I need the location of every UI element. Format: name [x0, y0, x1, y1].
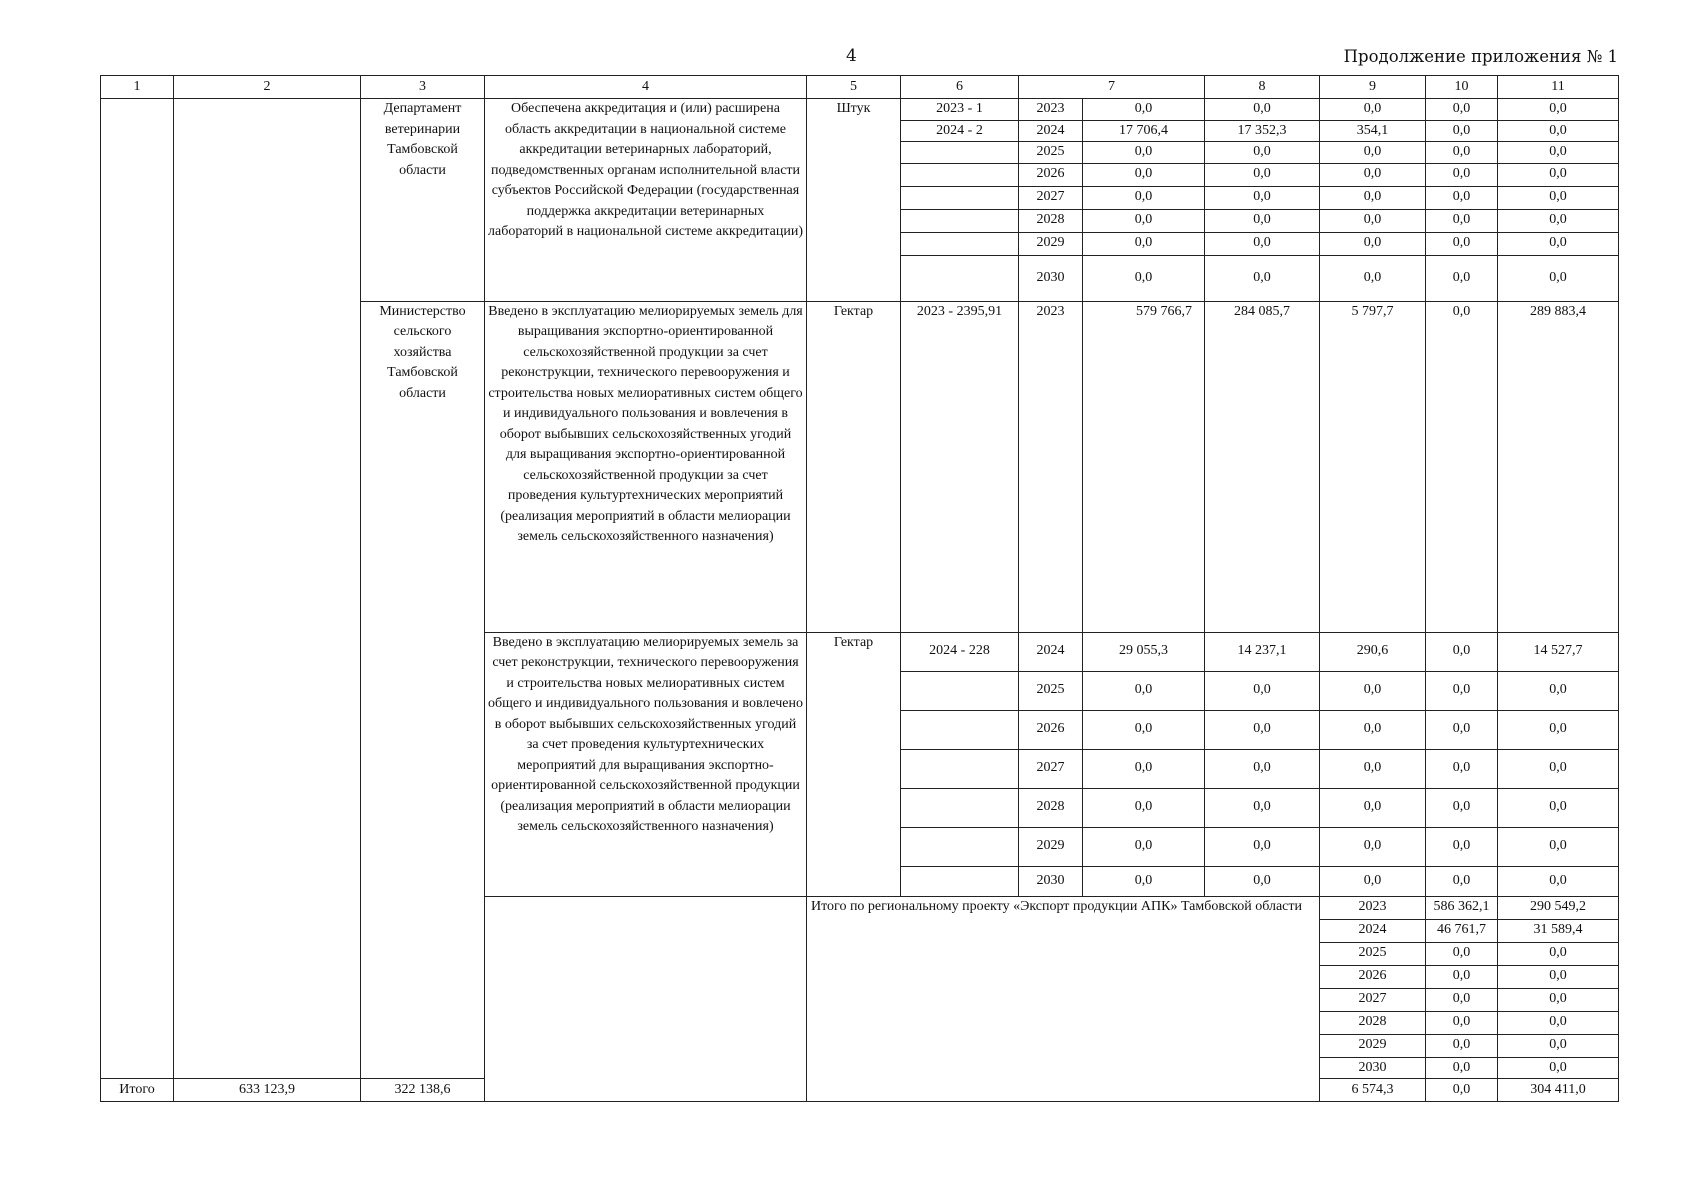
value-cell: 0,0 — [1498, 120, 1619, 142]
year-cell: 2029 — [1019, 827, 1083, 866]
column-header: 5 — [807, 76, 901, 99]
value-cell: 290,6 — [1320, 632, 1426, 671]
value-cell: 0,0 — [1426, 710, 1498, 749]
value-cell: 0,0 — [1426, 1079, 1498, 1102]
year-cell: 2030 — [1320, 1057, 1426, 1079]
value-cell: 0,0 — [1426, 827, 1498, 866]
value-cell: 0,0 — [1083, 163, 1205, 186]
table-row — [101, 99, 1619, 121]
target-cell — [901, 788, 1019, 827]
value-cell: 0,0 — [1498, 163, 1619, 186]
value-cell: 633 123,9 — [174, 1079, 361, 1102]
value-cell: 17 352,3 — [1205, 120, 1320, 142]
value-cell: 0,0 — [1498, 232, 1619, 255]
value-cell: 290 549,2 — [1498, 896, 1619, 919]
value-cell: 0,0 — [1205, 827, 1320, 866]
unit-cell: Гектар — [807, 301, 901, 632]
cell-col1 — [485, 896, 807, 1102]
table-body — [101, 76, 1619, 1102]
value-cell: 0,0 — [1498, 827, 1619, 866]
column-header: 7 — [1019, 76, 1205, 99]
value-cell: 0,0 — [1498, 866, 1619, 896]
value-cell: 0,0 — [1426, 186, 1498, 209]
target-cell: 2024 - 2 — [901, 120, 1019, 142]
value-cell: 0,0 — [1426, 1011, 1498, 1034]
column-header: 2 — [174, 76, 361, 99]
column-number-row — [101, 76, 1619, 99]
year-cell: 2028 — [1019, 788, 1083, 827]
value-cell: 0,0 — [1083, 788, 1205, 827]
value-cell: 0,0 — [1498, 99, 1619, 121]
target-cell — [901, 209, 1019, 232]
year-cell: 2025 — [1019, 671, 1083, 710]
column-header: 9 — [1320, 76, 1426, 99]
value-cell: 304 411,0 — [1498, 1079, 1619, 1102]
value-cell: 0,0 — [1498, 988, 1619, 1011]
unit-cell: Гектар — [807, 632, 901, 896]
column-header: 11 — [1498, 76, 1619, 99]
value-cell: 0,0 — [1320, 209, 1426, 232]
value-cell: 0,0 — [1205, 710, 1320, 749]
value-cell: 289 883,4 — [1498, 301, 1619, 632]
value-cell: 0,0 — [1205, 255, 1320, 301]
column-header: 1 — [101, 76, 174, 99]
target-cell — [901, 749, 1019, 788]
target-cell — [901, 671, 1019, 710]
year-cell: 2024 — [1019, 120, 1083, 142]
value-cell: 0,0 — [1320, 186, 1426, 209]
value-cell: 0,0 — [1083, 142, 1205, 164]
year-cell: 2029 — [1320, 1034, 1426, 1057]
cell-col1 — [101, 99, 174, 1079]
value-cell: 0,0 — [1426, 163, 1498, 186]
value-cell: 322 138,6 — [361, 1079, 485, 1102]
value-cell: 0,0 — [1426, 942, 1498, 965]
year-cell: 2023 — [1019, 301, 1083, 632]
year-cell: 2026 — [1019, 710, 1083, 749]
value-cell: 579 766,7 — [1083, 301, 1205, 632]
value-cell: 0,0 — [1426, 301, 1498, 632]
column-header: 8 — [1205, 76, 1320, 99]
value-cell: 0,0 — [1083, 671, 1205, 710]
value-cell: 14 527,7 — [1498, 632, 1619, 671]
value-cell: 0,0 — [1426, 209, 1498, 232]
value-cell: 0,0 — [1426, 866, 1498, 896]
year-cell: 2030 — [1019, 255, 1083, 301]
value-cell: 0,0 — [1320, 827, 1426, 866]
value-cell: 0,0 — [1205, 99, 1320, 121]
value-cell: 0,0 — [1205, 209, 1320, 232]
value-cell: 0,0 — [1498, 942, 1619, 965]
value-cell: 0,0 — [1205, 163, 1320, 186]
appendix-continuation-title: Продолжение приложения № 1 — [1343, 47, 1618, 66]
value-cell: 0,0 — [1426, 255, 1498, 301]
value-cell: 0,0 — [1320, 163, 1426, 186]
value-cell: 0,0 — [1498, 255, 1619, 301]
value-cell: 0,0 — [1083, 99, 1205, 121]
target-cell — [901, 255, 1019, 301]
value-cell: 0,0 — [1426, 671, 1498, 710]
value-cell: 0,0 — [1205, 866, 1320, 896]
value-cell: 0,0 — [1426, 965, 1498, 988]
year-cell: 2027 — [1320, 988, 1426, 1011]
value-cell: 0,0 — [1083, 866, 1205, 896]
target-cell — [901, 827, 1019, 866]
result-melioration-export: Введено в эксплуатацию мелиорируемых земель для выращивания экспортно-ориентированной сельскохозяйственной продукции за счет реконструкции, технического перевооружения и строительства новых мелиоративных систем общего и индивидуального пользования и вовлечения в оборот выбывших сельскохозяйственных угодий для выращивания экспортно-ориентированной сельскохозяйственной продукции за счет проведения культуртехнических мероприятий (реализация мероприятий в области мелиорации земель сельскохозяйственного назначения) — [485, 301, 807, 632]
value-cell: 0,0 — [1426, 1057, 1498, 1079]
year-cell: 2028 — [1019, 209, 1083, 232]
value-cell: 0,0 — [1426, 749, 1498, 788]
value-cell: 0,0 — [1083, 232, 1205, 255]
target-cell — [901, 163, 1019, 186]
target-cell — [901, 710, 1019, 749]
value-cell: 31 589,4 — [1498, 919, 1619, 942]
value-cell: 0,0 — [1205, 749, 1320, 788]
year-cell: 2024 — [1019, 632, 1083, 671]
value-cell: 46 761,7 — [1426, 919, 1498, 942]
year-cell: 2025 — [1320, 942, 1426, 965]
value-cell: 6 574,3 — [1320, 1079, 1426, 1102]
year-cell: 2026 — [1320, 965, 1426, 988]
value-cell: 14 237,1 — [1205, 632, 1320, 671]
column-header: 3 — [361, 76, 485, 99]
year-cell: 2027 — [1019, 186, 1083, 209]
value-cell: 0,0 — [1498, 142, 1619, 164]
result-accreditation: Обеспечена аккредитация и (или) расширена область аккредитации в национальной системе аккредитации ветеринарных лабораторий, подведомственных органам исполнительной власти субъектов Российской Федерации (государственная поддержка аккредитации ветеринарных лабораторий в национальной системе аккредитации) — [485, 99, 807, 302]
target-cell — [901, 232, 1019, 255]
value-cell: 0,0 — [1426, 99, 1498, 121]
value-cell: 0,0 — [1498, 1034, 1619, 1057]
target-cell: 2023 - 2395,91 — [901, 301, 1019, 632]
value-cell: 0,0 — [1426, 142, 1498, 164]
executor-veterinary-department: Департамент ветеринарии Тамбовской области — [361, 99, 485, 302]
value-cell: 0,0 — [1320, 866, 1426, 896]
value-cell: 0,0 — [1320, 232, 1426, 255]
value-cell: 0,0 — [1426, 232, 1498, 255]
value-cell: 0,0 — [1320, 142, 1426, 164]
year-cell: 2024 — [1320, 919, 1426, 942]
value-cell: 0,0 — [1205, 186, 1320, 209]
target-cell — [901, 866, 1019, 896]
value-cell: 0,0 — [1083, 186, 1205, 209]
value-cell: 5 797,7 — [1320, 301, 1426, 632]
value-cell: 0,0 — [1426, 988, 1498, 1011]
year-cell: 2028 — [1320, 1011, 1426, 1034]
value-cell: 0,0 — [1205, 232, 1320, 255]
target-cell: 2023 - 1 — [901, 99, 1019, 121]
year-cell: 2027 — [1019, 749, 1083, 788]
value-cell: 0,0 — [1320, 788, 1426, 827]
value-cell: 0,0 — [1205, 671, 1320, 710]
result-melioration: Введено в эксплуатацию мелиорируемых земель за счет реконструкции, технического перевооружения и строительства новых мелиоративных систем общего и индивидуального пользования и вовлечено в оборот выбывших сельскохозяйственных угодий за счет проведения культуртехнических мероприятий для выращивания экспортно-ориентированной сельскохозяйственной продукции (реализация мероприятий в области мелиорации земель сельскохозяйственного назначения) — [485, 632, 807, 896]
page-number: 4 — [846, 46, 857, 66]
year-cell: Итого — [101, 1079, 174, 1102]
value-cell: 0,0 — [1426, 632, 1498, 671]
value-cell: 0,0 — [1320, 99, 1426, 121]
value-cell: 0,0 — [1426, 788, 1498, 827]
executor-agriculture-ministry: Министерство сельского хозяйства Тамбовской области — [361, 301, 485, 1079]
year-cell: 2023 — [1320, 896, 1426, 919]
cell-col2 — [174, 99, 361, 1079]
value-cell: 0,0 — [1498, 186, 1619, 209]
value-cell: 0,0 — [1498, 710, 1619, 749]
value-cell: 0,0 — [1426, 1034, 1498, 1057]
value-cell: 0,0 — [1426, 120, 1498, 142]
financing-table — [100, 75, 1619, 1102]
value-cell: 0,0 — [1320, 710, 1426, 749]
value-cell: 0,0 — [1205, 788, 1320, 827]
value-cell: 0,0 — [1498, 965, 1619, 988]
target-cell — [901, 142, 1019, 164]
total-label: Итого по региональному проекту «Экспорт продукции АПК» Тамбовской области — [807, 896, 1320, 1102]
value-cell: 29 055,3 — [1083, 632, 1205, 671]
year-cell: 2030 — [1019, 866, 1083, 896]
value-cell: 354,1 — [1320, 120, 1426, 142]
value-cell: 0,0 — [1320, 671, 1426, 710]
year-cell: 2026 — [1019, 163, 1083, 186]
value-cell: 0,0 — [1498, 749, 1619, 788]
value-cell: 0,0 — [1320, 749, 1426, 788]
value-cell: 586 362,1 — [1426, 896, 1498, 919]
value-cell: 284 085,7 — [1205, 301, 1320, 632]
value-cell: 0,0 — [1083, 710, 1205, 749]
value-cell: 0,0 — [1498, 1057, 1619, 1079]
column-header: 6 — [901, 76, 1019, 99]
target-cell: 2024 - 228 — [901, 632, 1019, 671]
value-cell: 0,0 — [1320, 255, 1426, 301]
target-cell — [901, 186, 1019, 209]
year-cell: 2023 — [1019, 99, 1083, 121]
value-cell: 0,0 — [1205, 142, 1320, 164]
year-cell: 2029 — [1019, 232, 1083, 255]
value-cell: 17 706,4 — [1083, 120, 1205, 142]
value-cell: 0,0 — [1498, 209, 1619, 232]
column-header: 4 — [485, 76, 807, 99]
unit-cell: Штук — [807, 99, 901, 302]
value-cell: 0,0 — [1498, 788, 1619, 827]
year-cell: 2025 — [1019, 142, 1083, 164]
value-cell: 0,0 — [1083, 209, 1205, 232]
value-cell: 0,0 — [1083, 827, 1205, 866]
value-cell: 0,0 — [1498, 1011, 1619, 1034]
column-header: 10 — [1426, 76, 1498, 99]
value-cell: 0,0 — [1083, 749, 1205, 788]
value-cell: 0,0 — [1083, 255, 1205, 301]
value-cell: 0,0 — [1498, 671, 1619, 710]
